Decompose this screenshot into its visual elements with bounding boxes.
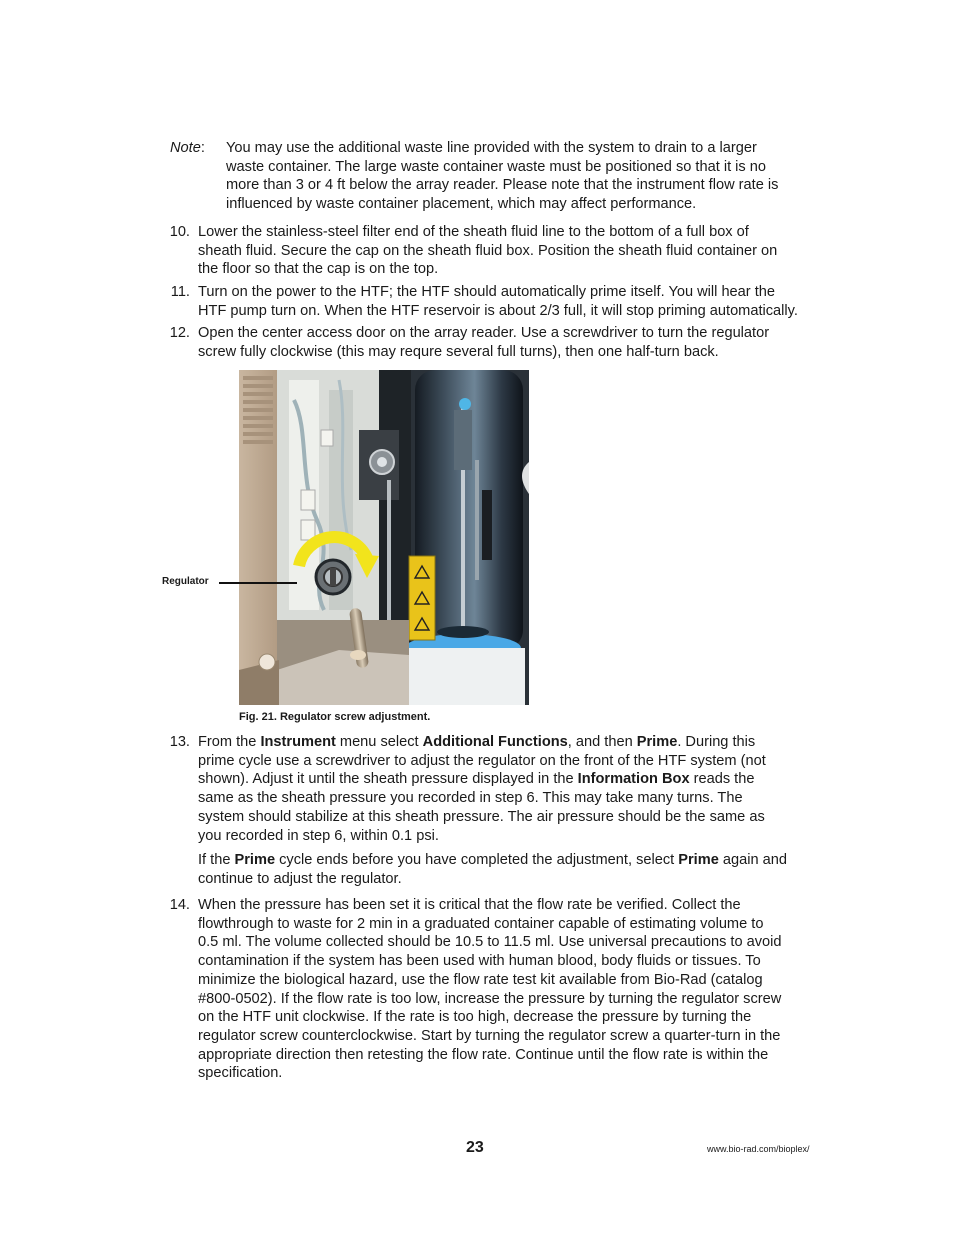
text-run-bold: Instrument: [260, 734, 336, 750]
step-line: screw fully clockwise (this may requre several full turns), then one half-turn back.: [198, 343, 719, 360]
step-line: Turn on the power to the HTF; the HTF should automatically prime itself. You will hear the: [198, 284, 775, 300]
text-run: , and then: [567, 734, 637, 750]
step-11-text: [198, 283, 818, 320]
step-12-text: [198, 324, 818, 361]
step-line: minimize the biological hazard, use the flow rate test kit available from Bio-Rad (catalog: [198, 971, 763, 988]
step-14-number: 14.: [169, 897, 190, 913]
step-10-text: [198, 223, 818, 279]
step-line: same as the sheath pressure you recorded in step 6. This may take many turns. The: [198, 790, 743, 807]
note-line: You may use the additional waste line provided with the system to drain to a larger: [226, 140, 757, 156]
step-line: regulator screw counterclockwise. Start by turning the regulator screw a quarter-turn in the: [198, 1027, 781, 1044]
step-12-number: 12.: [169, 325, 190, 341]
figure-caption: Fig. 21. Regulator screw adjustment.: [239, 711, 431, 723]
text-run: If the: [198, 852, 235, 868]
text-run-bold: Information Box: [577, 771, 690, 788]
text-run: shown). Adjust it until the sheath pressure displayed in the: [198, 771, 578, 788]
step-line: the floor so that the cap is on the top.: [198, 261, 439, 278]
step-line: Open the center access door on the array reader. Use a screwdriver to turn the regulator: [198, 325, 770, 341]
text-run: cycle ends before you have completed the adjustment, select: [275, 852, 679, 868]
note-colon: :: [200, 140, 205, 156]
step-line: on the HTF unit clockwise. If the rate is too high, decrease the pressure by turning the: [198, 1009, 752, 1026]
text-run-bold: Prime: [636, 734, 678, 750]
step-line: [198, 733, 818, 752]
text-run-bold: Prime: [234, 852, 276, 868]
step-line: contamination if the system has been used with human blood, body fluids or tissues. To: [198, 953, 761, 970]
regulator-leader-line: [219, 582, 297, 584]
step-line: Lower the stainless-steel filter end of the sheath fluid line to the bottom of a full box of: [198, 224, 749, 240]
step-line: flowthrough to waste for 2 min in a graduated container capable of estimating volume to: [198, 915, 764, 932]
step-line: appropriate direction then retesting the flow rate. Continue until the flow rate is within the: [198, 1046, 769, 1063]
step-10-number: 10.: [169, 224, 190, 240]
regulator-label: Regulator: [162, 576, 209, 587]
note-text: [226, 139, 816, 214]
text-run: . During this: [677, 734, 756, 750]
step-14-text: [198, 896, 818, 1083]
text-run-bold: Prime: [678, 852, 719, 868]
text-run: menu select: [335, 734, 423, 750]
footer-url[interactable]: www.bio-rad.com/bioplex/: [707, 1144, 810, 1154]
step-line: sheath fluid. Secure the cap on the sheath fluid box. Position the sheath fluid container on: [198, 242, 778, 259]
step-line: [198, 851, 818, 870]
note-label-text: Note: [170, 140, 201, 156]
step-line: 0.5 ml. The volume collected should be 10.5 to 11.5 ml. Use universal precautions to avoid: [198, 934, 782, 951]
step-line: [198, 770, 818, 789]
step-line: you recorded in step 6, within 0.1 psi.: [198, 827, 439, 844]
step-line: specification.: [198, 1065, 283, 1082]
step-line: continue to adjust the regulator.: [198, 870, 402, 887]
page-number: 23: [466, 1139, 484, 1156]
text-run: reads the: [689, 771, 755, 788]
step-13-number: 13.: [169, 734, 190, 750]
text-run: again and: [718, 852, 787, 868]
note-line: influenced by waste container placement, which may affect performance.: [226, 196, 697, 213]
note-label: [170, 139, 205, 158]
note-line: waste container. The large waste container waste must be positioned so that it is no: [226, 158, 767, 175]
step-line: #800-0502). If the flow rate is too low, increase the pressure by turning the regulator screw: [198, 990, 782, 1007]
step-13-paragraph-2: [198, 851, 818, 888]
step-line: HTF pump turn on. When the HTF reservoir is about 2/3 full, it will stop priming automatically.: [198, 302, 798, 319]
regulator-photo: [239, 370, 529, 705]
text-run: From the: [198, 734, 261, 750]
step-line: When the pressure has been set it is critical that the flow rate be verified. Collect the: [198, 897, 741, 913]
note-line: more than 3 or 4 ft below the array reader. Please note that the instrument flow rate is: [226, 177, 779, 194]
step-11-number: 11.: [170, 284, 190, 300]
text-run-bold: Additional Functions: [422, 734, 568, 750]
step-line: prime cycle use a screwdriver to adjust the regulator on the front of the HTF system (not: [198, 752, 766, 769]
step-13-text: [198, 733, 818, 845]
step-line: system should stabilize at this sheath pressure. The air pressure should be the same as: [198, 808, 765, 825]
